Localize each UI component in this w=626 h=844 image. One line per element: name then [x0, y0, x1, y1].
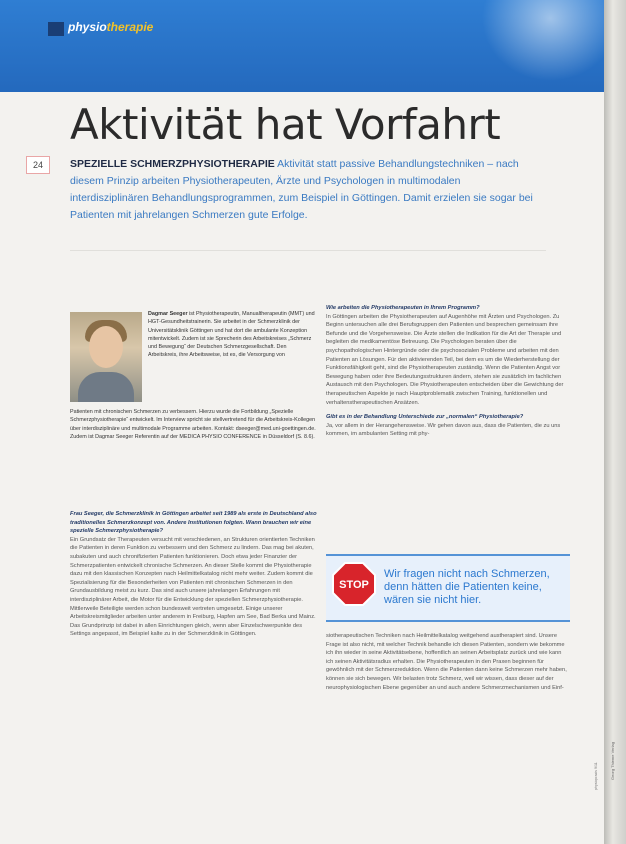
interview-answer: Ein Grundsatz der Therapeuten versucht mit verschiedenen, an Strukturen orientierten Techniken die Patienten in deren Funktion zu verbessern und den Schmerz zu lindern. Das mag bei akuten, subakuten und auch chronifizierten Patienten funktionieren. Doch etwa jeder Finanzier der Schmerzpatienten entwickelt chronische Schmerzen. An dieser Stelle kommt die Physiotherapie dazu mit den klassischen Konzepten nach Heilmittelkatalog nicht mehr weiter. Zudem kommt die Spezialisierung für die Besonderheiten von Patienten mit chronischen Schmerzen in den Grundausbildung meist zu kurz. Das sind auch unsere jahrelangen Erfahrungen mit interdisziplinärer Arbeit, die Motor für die Entwicklung der speziellen Schmerzphysiotherapie. Mittlerweile Beteiligte werden schon bundesweit vertreten umgesetzt. Einige unserer Arbeitskreismitglieder arbeiten unter anderem in Freiburg, Hapfen am See, Bad Berka und Mainz. Das Grundprinzip ist dabei in allen Einrichtungen gleich, wenn aber Einzelschwerpunkte des Settings angepasst, im Beispiel kalte zu in der Schmerzklinik in Göttingen. — [70, 536, 316, 638]
side-note-publisher: Georg Thieme Verlag — [610, 742, 615, 780]
rubric-suffix: therapie — [106, 20, 154, 34]
header-band — [0, 0, 604, 92]
pull-quote — [326, 554, 570, 622]
interview-question: Frau Seeger, die Schmerzklinik in Göttingen arbeitet seit 1989 als erste in Deutschland also traditionelles Schmerzkonzept von. Andere Institutionen folgten. Wann brauchen wir eine spezielle Schmerzphysiotherapie? — [70, 511, 317, 535]
interview-answer: Ja, vor allem in der Herangehensweise. Wir gehen davon aus, dass die Patienten, die zu uns kommen, im ambulanten Setting mit phy- — [326, 422, 561, 438]
page-number: 24 — [26, 156, 50, 174]
side-note-publication: physiopraxis 9/11 — [594, 762, 598, 790]
interview-answer: In Göttingen arbeiten die Physiotherapeuten auf Augenhöhe mit Ärzten und Psychologen. Zu Beginn untersuchen alle drei Berufsgruppen den Patienten und besprechen gemeinsam ihre Befunde und die Vorgehensweise. Die Ärzte stellen die Indikation für die Art der Therapie und begleiten die medikamentöse Betreuung. Die Psychologen beraten über die psychopathologischen Hintergründe oder die psychosozialen Probleme und arbeiten mit den Patienten an Lösungen. Für den aktivierenden Teil, bei dem es um die Wiederherstellung der Funktionsfähigkeit geht, sind die Physiotherapeuten zuständig. Wenn die Patienten Angst vor Bewegung haben oder ihre Bedeutungsstrukturen ändern, stehen sie zusätzlich im fachlichen Austausch mit den Psychologen. Die Physiotherapeuten entscheiden über die Gewichtung der therapeutischen Aspekte je nach Hauptproblematik zwischen Training, funktionellen und verhaltenstherapeutischen Ansätzen. — [326, 313, 564, 406]
article-lede — [70, 156, 538, 224]
article-headline: Aktivität hat Vorfahrt — [70, 100, 501, 149]
portrait-face — [89, 326, 123, 368]
portrait-shoulders — [78, 372, 134, 402]
author-bio-continued: Patienten mit chronischen Schmerzen zu verbessern. Hierzu wurde die Fortbildung „Spezielle Schmerzphysiotherapie“ entwickelt. Im Interview spricht sie stellvertretend für die Arbeitskreis-Kollegen über interdisziplinäre und multimodale Programme arbeiten. Kontakt: dseeger@med.uni-goettingen.de. Zudem ist Dagmar Seeger Referentin auf der MEDICA PHYSIO CONFERENCE in Düsseldorf (S. 8.6). — [70, 409, 316, 440]
rubric-prefix: physio — [68, 20, 107, 34]
page-edge — [604, 0, 626, 844]
rubric-label — [68, 20, 153, 34]
stop-sign-icon — [332, 562, 376, 606]
stop-sign-label: STOP — [339, 579, 369, 591]
pull-quote-text: Wir fragen nicht nach Schmerzen, denn hätten die Patienten keine, wären sie nicht hier. — [384, 568, 550, 606]
interview-question: Wie arbeiten die Physiotherapeuten in Ihrem Programm? — [326, 305, 480, 311]
bio-text: ist Physiotherapeutin, Manualtherapeutin (MMT) und HGT-Gesundheitstrainerin. Sie arbeitet in der Schmerzklinik der Universitätsklinik Göttingen und hat dort die ambulante Konzeption mitentwickelt. Zudem ist sie Sprecherin des Arbeitskreises „Schmerz und Bewegung“ der Deutschen Schmerzgesellschaft. Den Arbeitskreis, ihre Arbeitsweise, ist es, die Versorgung von — [148, 311, 315, 359]
interview-column-left — [70, 510, 318, 639]
lede-label: SPEZIELLE SCHMERZPHYSIOTHERAPIE — [70, 158, 275, 170]
author-portrait — [70, 312, 142, 402]
section-rubric — [48, 8, 348, 48]
lede-text: Aktivität statt passive Behandlungstechniken – nach diesem Prinzip arbeiten Physiotherapeuten, Ärzte und Psychologen in multimodalen interdisziplinären Behandlungsprogrammen, zum Beispiel in Göttingen. Damit erzielen sie sogar bei Patienten mit jahrelangen Schmerzen gute Erfolge. — [70, 158, 533, 221]
header-photo — [470, 0, 604, 92]
author-bio — [148, 310, 316, 360]
divider — [70, 250, 546, 251]
interview-answer: siotherapeutischen Techniken nach Heilmittelkatalog weitgehend austherapiert sind. Unsere Frage ist also nicht, mit welcher Technik behandle ich diesen Patienten, sondern wie bekomme ich ihn wieder in seine Aktivitätsebene, hoffentlich an seinen Arbeitsplatz zurück und wie kann ich seinen Aktivitätsradius erhalten. Die Physiotherapeuten in den Praxen beginnen für gewöhnlich mit der Schmerzreduktion. Wenn die Patienten dann keine Schmerzen mehr haben, können sie sich bewegen. Wir belasten trotz Schmerz, weil wir wissen, dass dieser auf der neurophysiologischen Ebene gegenüber an und auch andere Schmerzmechanismen und Einf- — [326, 633, 567, 691]
interview-question: Gibt es in der Behandlung Unterschiede zur „normalen“ Physiotherapie? — [326, 414, 524, 421]
interview-column-right — [326, 304, 570, 439]
rubric-marker — [48, 22, 64, 36]
interview-column-right-continued — [326, 632, 570, 692]
bio-name: Dagmar Seeger — [148, 311, 188, 317]
